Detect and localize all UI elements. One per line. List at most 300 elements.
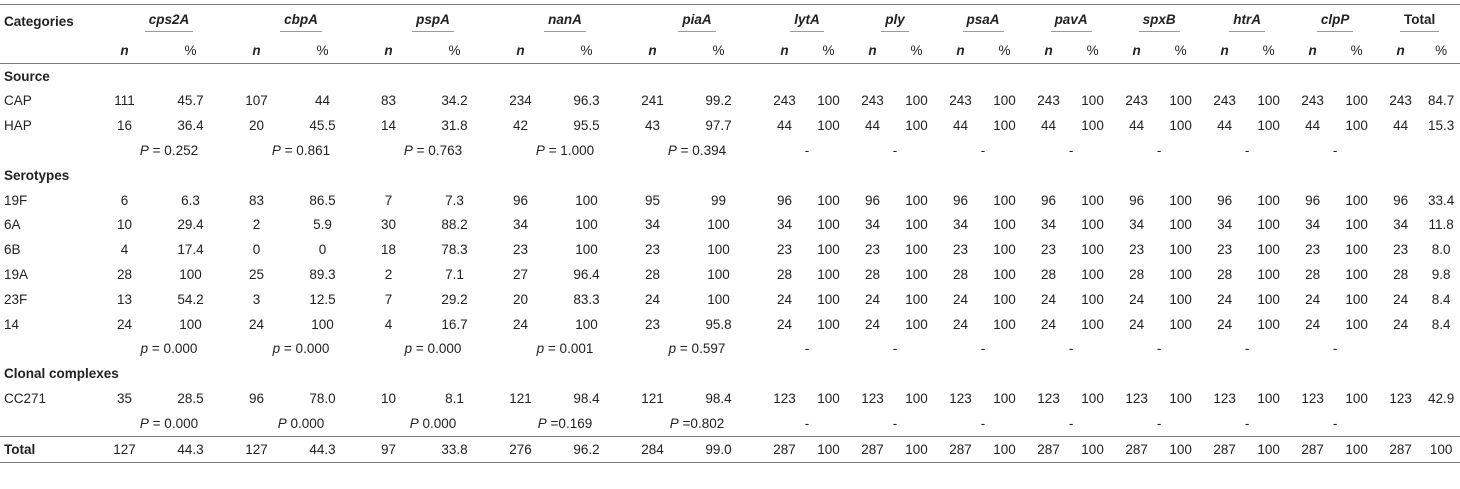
percent-column-header: % xyxy=(580,42,593,58)
percent-cell: 29.2 xyxy=(441,291,468,307)
n-cell: 10 xyxy=(116,217,133,233)
p-value-cell xyxy=(631,411,763,436)
percent-column-header: % xyxy=(1262,42,1275,58)
percent-cell: 100 xyxy=(817,118,840,134)
n-column-header: n xyxy=(1132,42,1141,58)
percent-cell: 34.2 xyxy=(441,93,468,109)
n-cell: 44 xyxy=(1217,118,1233,134)
n-cell: 123 xyxy=(1301,391,1324,407)
p-value-cell xyxy=(103,411,235,436)
percent-cell: 100 xyxy=(905,267,928,283)
n-cell: 96 xyxy=(777,192,793,208)
n-cell: 121 xyxy=(509,391,532,407)
n-cell: 24 xyxy=(953,291,969,307)
dash-cell: - xyxy=(804,341,810,357)
n-cell: 24 xyxy=(953,316,969,332)
n-cell: 23 xyxy=(1217,242,1233,258)
n-cell: 123 xyxy=(1389,391,1412,407)
dash-cell: - xyxy=(980,143,986,159)
percent-cell: 100 xyxy=(1081,217,1104,233)
n-cell: 284 xyxy=(641,441,664,457)
n-cell: 23 xyxy=(1129,242,1145,258)
percent-cell: 100 xyxy=(1345,118,1368,134)
section-title: Serotypes xyxy=(4,167,70,183)
p-symbol: P xyxy=(139,415,149,431)
p-value-cell xyxy=(235,138,367,163)
n-column-header: n xyxy=(1308,42,1317,58)
percent-cell: 44.3 xyxy=(309,441,336,457)
n-cell: 24 xyxy=(777,291,793,307)
n-cell: 28 xyxy=(1393,267,1409,283)
percent-cell: 100 xyxy=(817,316,840,332)
percent-cell: 100 xyxy=(817,93,840,109)
n-cell: 83 xyxy=(380,93,397,109)
percent-cell: 8.4 xyxy=(1431,316,1451,332)
percent-cell: 100 xyxy=(1081,267,1104,283)
n-cell: 243 xyxy=(861,93,884,109)
dash-cell: - xyxy=(804,143,810,159)
table-row xyxy=(0,287,1460,312)
n-cell: 44 xyxy=(1305,118,1321,134)
n-cell: 0 xyxy=(252,242,261,258)
empty-cell xyxy=(0,411,103,436)
n-cell: 34 xyxy=(1305,217,1321,233)
row-label: CAP xyxy=(4,93,32,109)
n-cell: 28 xyxy=(865,267,881,283)
n-cell: 96 xyxy=(248,391,265,407)
empty-cell xyxy=(1379,337,1460,362)
p-value-cell xyxy=(367,411,499,436)
p-value: = 0.252 xyxy=(148,143,199,159)
n-cell: 96 xyxy=(953,192,969,208)
n-cell: 7 xyxy=(384,192,393,208)
percent-cell: 83.3 xyxy=(573,291,600,307)
p-symbol: P xyxy=(277,415,287,431)
percent-cell: 33.4 xyxy=(1427,192,1455,208)
n-cell: 42 xyxy=(512,118,529,134)
percent-column-header: % xyxy=(822,42,835,58)
percent-cell: 100 xyxy=(575,242,598,258)
gene-header: pavA xyxy=(1027,5,1115,39)
n-cell: 95 xyxy=(644,192,661,208)
percent-cell: 44 xyxy=(314,93,331,109)
section-row xyxy=(0,361,1460,386)
percent-cell: 88.2 xyxy=(441,217,468,233)
p-value-cell xyxy=(367,337,499,362)
p-value-cell xyxy=(631,138,763,163)
dash-cell: - xyxy=(1068,143,1074,159)
n-cell: 243 xyxy=(949,93,972,109)
n-cell: 287 xyxy=(949,441,972,457)
percent-cell: 100 xyxy=(1345,391,1368,407)
n-cell: 243 xyxy=(1301,93,1324,109)
p-symbol: P xyxy=(271,143,281,159)
percent-cell: 100 xyxy=(1429,441,1453,457)
n-column-header: n xyxy=(648,42,657,58)
percent-cell: 100 xyxy=(179,267,202,283)
row-label: 23F xyxy=(4,291,28,307)
table-row xyxy=(0,386,1460,411)
row-label: 6B xyxy=(4,242,21,258)
n-cell: 23 xyxy=(1305,242,1321,258)
n-cell: 123 xyxy=(1037,391,1060,407)
n-cell: 96 xyxy=(1393,192,1409,208)
p-symbol: P xyxy=(139,143,149,159)
n-cell: 34 xyxy=(1217,217,1233,233)
percent-cell: 28.5 xyxy=(177,391,204,407)
table-row xyxy=(0,312,1460,337)
percent-cell: 100 xyxy=(1169,242,1192,258)
p-symbol: P xyxy=(409,415,419,431)
percent-cell: 100 xyxy=(817,242,840,258)
n-cell: 35 xyxy=(116,391,133,407)
n-cell: 34 xyxy=(1041,217,1057,233)
p-value-cell xyxy=(103,337,235,362)
total-row xyxy=(0,436,1460,462)
percent-cell: 36.4 xyxy=(177,118,204,134)
percent-cell: 100 xyxy=(1257,242,1280,258)
n-cell: 287 xyxy=(1301,441,1324,457)
table-row xyxy=(0,113,1460,138)
percent-cell: 100 xyxy=(1169,267,1192,283)
n-cell: 28 xyxy=(1041,267,1057,283)
dash-cell: - xyxy=(1156,143,1162,159)
percent-cell: 100 xyxy=(707,267,730,283)
categories-header: Categories xyxy=(4,14,74,29)
p-value: = 0.394 xyxy=(676,143,727,159)
n-cell: 28 xyxy=(953,267,969,283)
n-cell: 3 xyxy=(252,291,261,307)
n-column-header: n xyxy=(516,42,525,58)
percent-cell: 6.3 xyxy=(181,192,200,208)
p-symbol: P xyxy=(535,143,545,159)
percent-cell: 100 xyxy=(575,192,598,208)
percent-cell: 100 xyxy=(1169,441,1192,457)
n-cell: 44 xyxy=(1041,118,1057,134)
table-row xyxy=(0,89,1460,114)
n-cell: 24 xyxy=(512,316,529,332)
n-cell: 24 xyxy=(1129,316,1145,332)
n-cell: 24 xyxy=(865,316,881,332)
table-row xyxy=(0,213,1460,238)
percent-column-header: % xyxy=(1350,42,1363,58)
n-cell: 23 xyxy=(865,242,881,258)
empty-cell xyxy=(1379,138,1460,163)
percent-cell: 7.3 xyxy=(445,192,464,208)
percent-cell: 100 xyxy=(993,118,1016,134)
percent-cell: 100 xyxy=(1345,192,1368,208)
n-cell: 28 xyxy=(116,267,133,283)
dash-cell: - xyxy=(892,415,898,431)
n-cell: 96 xyxy=(1305,192,1321,208)
p-value-cell xyxy=(235,411,367,436)
percent-cell: 33.8 xyxy=(441,441,468,457)
dash-cell: - xyxy=(1332,341,1338,357)
percent-cell: 100 xyxy=(1345,217,1368,233)
percent-cell: 16.7 xyxy=(441,316,468,332)
percent-cell: 100 xyxy=(1257,441,1280,457)
n-column-header: n xyxy=(1220,42,1229,58)
n-cell: 241 xyxy=(641,93,664,109)
n-cell: 28 xyxy=(777,267,793,283)
percent-cell: 54.2 xyxy=(177,291,204,307)
n-cell: 18 xyxy=(380,242,397,258)
n-cell: 123 xyxy=(1213,391,1236,407)
n-cell: 287 xyxy=(1125,441,1148,457)
empty-header-cell xyxy=(0,38,103,63)
n-cell: 24 xyxy=(1393,291,1409,307)
percent-cell: 100 xyxy=(1345,291,1368,307)
percent-cell: 100 xyxy=(1257,93,1280,109)
percent-cell: 100 xyxy=(817,391,840,407)
percent-cell: 100 xyxy=(1345,316,1368,332)
gene-header: clpP xyxy=(1291,5,1379,39)
p-value: = 1.000 xyxy=(544,143,595,159)
percent-cell: 100 xyxy=(1081,93,1104,109)
p-value: 0.000 xyxy=(418,415,457,431)
percent-cell: 100 xyxy=(905,93,928,109)
percent-cell: 96.2 xyxy=(573,441,600,457)
gene-header: psaA xyxy=(939,5,1027,39)
percent-cell: 100 xyxy=(1257,267,1280,283)
n-cell: 123 xyxy=(861,391,884,407)
p-symbol: P xyxy=(537,415,547,431)
n-cell: 23 xyxy=(1393,242,1409,258)
percent-cell: 100 xyxy=(817,291,840,307)
dash-cell: - xyxy=(1244,415,1250,431)
n-cell: 20 xyxy=(512,291,529,307)
n-cell: 287 xyxy=(1389,441,1412,457)
n-cell: 23 xyxy=(512,242,529,258)
dash-cell: - xyxy=(1244,143,1250,159)
gene-header: lytA xyxy=(763,5,851,39)
percent-cell: 100 xyxy=(1081,242,1104,258)
dash-cell: - xyxy=(892,341,898,357)
percent-cell: 99.0 xyxy=(705,441,732,457)
n-cell: 127 xyxy=(113,441,136,457)
p-symbol: p xyxy=(536,341,545,357)
n-column-header: n xyxy=(120,42,129,58)
n-cell: 24 xyxy=(865,291,881,307)
n-cell: 16 xyxy=(116,118,133,134)
percent-column-header: % xyxy=(1086,42,1099,58)
percent-column-header: % xyxy=(1435,42,1448,58)
percent-cell: 96.4 xyxy=(573,267,600,283)
percent-cell: 100 xyxy=(575,316,598,332)
n-cell: 287 xyxy=(1213,441,1236,457)
percent-cell: 100 xyxy=(1257,118,1280,134)
table-row xyxy=(0,188,1460,213)
percent-cell: 78.3 xyxy=(441,242,468,258)
header-row-genes xyxy=(0,5,1460,39)
dash-cell: - xyxy=(1244,341,1250,357)
percent-cell: 100 xyxy=(1345,441,1368,457)
n-cell: 243 xyxy=(773,93,796,109)
percent-column-header: % xyxy=(1174,42,1187,58)
percent-cell: 7.1 xyxy=(445,267,464,283)
n-cell: 287 xyxy=(1037,441,1060,457)
n-cell: 34 xyxy=(644,217,661,233)
n-cell: 243 xyxy=(1213,93,1236,109)
n-cell: 276 xyxy=(509,441,532,457)
percent-cell: 100 xyxy=(993,267,1016,283)
n-cell: 24 xyxy=(1393,316,1409,332)
n-cell: 23 xyxy=(644,316,661,332)
p-symbol: P xyxy=(667,143,677,159)
n-cell: 25 xyxy=(248,267,265,283)
p-value-cell xyxy=(235,337,367,362)
percent-cell: 9.8 xyxy=(1431,267,1451,283)
percent-cell: 100 xyxy=(1081,192,1104,208)
n-cell: 2 xyxy=(252,217,261,233)
percent-cell: 100 xyxy=(905,118,928,134)
n-cell: 24 xyxy=(1041,291,1057,307)
gene-header: pspA xyxy=(367,5,499,39)
percent-cell: 100 xyxy=(817,267,840,283)
n-cell: 43 xyxy=(644,118,661,134)
percent-cell: 100 xyxy=(905,242,928,258)
n-cell: 2 xyxy=(384,267,393,283)
n-cell: 34 xyxy=(1393,217,1409,233)
percent-cell: 100 xyxy=(817,441,840,457)
p-value: = 0.000 xyxy=(280,341,330,357)
n-cell: 96 xyxy=(512,192,529,208)
percent-cell: 100 xyxy=(1169,192,1192,208)
percent-cell: 100 xyxy=(1169,291,1192,307)
p-symbol: p xyxy=(140,341,149,357)
p-value-row xyxy=(0,138,1460,163)
table-body xyxy=(0,63,1460,462)
p-value: = 0.000 xyxy=(148,341,198,357)
gene-distribution-table xyxy=(0,4,1460,463)
n-cell: 28 xyxy=(1305,267,1321,283)
percent-cell: 100 xyxy=(707,242,730,258)
percent-cell: 98.4 xyxy=(573,391,600,407)
n-cell: 243 xyxy=(1037,93,1060,109)
percent-column-header: % xyxy=(448,42,461,58)
percent-cell: 100 xyxy=(1257,316,1280,332)
percent-cell: 100 xyxy=(1345,242,1368,258)
percent-cell: 100 xyxy=(1169,118,1192,134)
n-cell: 44 xyxy=(865,118,881,134)
section-title: Source xyxy=(4,68,50,84)
percent-cell: 78.0 xyxy=(309,391,336,407)
percent-column-header: % xyxy=(184,42,197,58)
n-cell: 24 xyxy=(116,316,133,332)
percent-cell: 15.3 xyxy=(1427,118,1455,134)
p-value: = 0.763 xyxy=(412,143,463,159)
p-value-row xyxy=(0,337,1460,362)
n-cell: 107 xyxy=(245,93,268,109)
n-cell: 96 xyxy=(1041,192,1057,208)
percent-cell: 0 xyxy=(318,242,327,258)
section-row xyxy=(0,63,1460,88)
n-cell: 96 xyxy=(865,192,881,208)
n-cell: 34 xyxy=(777,217,793,233)
percent-cell: 100 xyxy=(993,391,1016,407)
percent-cell: 100 xyxy=(993,217,1016,233)
p-value-row xyxy=(0,411,1460,436)
percent-cell: 100 xyxy=(1169,391,1192,407)
n-cell: 96 xyxy=(1217,192,1233,208)
dash-cell: - xyxy=(1332,143,1338,159)
percent-cell: 8.4 xyxy=(1431,291,1451,307)
gene-header: htrA xyxy=(1203,5,1291,39)
empty-cell xyxy=(0,138,103,163)
total-header: Total xyxy=(1379,5,1460,39)
n-cell: 123 xyxy=(949,391,972,407)
table-row xyxy=(0,262,1460,287)
percent-cell: 100 xyxy=(905,217,928,233)
n-cell: 44 xyxy=(777,118,793,134)
total-label: Total xyxy=(4,441,36,457)
n-cell: 4 xyxy=(120,242,129,258)
percent-cell: 100 xyxy=(993,93,1016,109)
percent-cell: 29.4 xyxy=(177,217,204,233)
n-cell: 10 xyxy=(380,391,397,407)
n-cell: 111 xyxy=(114,93,135,109)
percent-cell: 100 xyxy=(993,316,1016,332)
percent-cell: 99 xyxy=(710,192,727,208)
gene-header: spxB xyxy=(1115,5,1203,39)
percent-cell: 96.3 xyxy=(573,93,600,109)
percent-cell: 100 xyxy=(311,316,334,332)
n-cell: 24 xyxy=(1041,316,1057,332)
n-column-header: n xyxy=(384,42,393,58)
p-value: = 0.861 xyxy=(280,143,331,159)
n-cell: 287 xyxy=(861,441,884,457)
percent-cell: 100 xyxy=(1081,118,1104,134)
header-row-n-pct xyxy=(0,38,1460,63)
n-cell: 83 xyxy=(248,192,265,208)
dash-cell: - xyxy=(804,415,810,431)
percent-cell: 97.7 xyxy=(705,118,732,134)
n-cell: 24 xyxy=(1129,291,1145,307)
n-cell: 24 xyxy=(248,316,265,332)
n-cell: 24 xyxy=(644,291,661,307)
percent-cell: 100 xyxy=(1081,316,1104,332)
n-cell: 28 xyxy=(644,267,661,283)
p-value: =0.169 xyxy=(546,415,593,431)
p-symbol: p xyxy=(404,341,413,357)
p-value: =0.802 xyxy=(678,415,725,431)
gene-header: cps2A xyxy=(103,5,235,39)
n-column-header: n xyxy=(868,42,877,58)
percent-cell: 95.8 xyxy=(705,316,732,332)
n-column-header: n xyxy=(780,42,789,58)
p-value-cell xyxy=(631,337,763,362)
percent-column-header: % xyxy=(712,42,725,58)
dash-cell: - xyxy=(1156,415,1162,431)
dash-cell: - xyxy=(980,341,986,357)
n-cell: 123 xyxy=(773,391,796,407)
n-cell: 234 xyxy=(509,93,532,109)
n-cell: 23 xyxy=(777,242,793,258)
percent-cell: 100 xyxy=(1257,291,1280,307)
n-cell: 4 xyxy=(384,316,393,332)
n-cell: 121 xyxy=(641,391,664,407)
percent-cell: 100 xyxy=(707,217,730,233)
percent-cell: 17.4 xyxy=(177,242,204,258)
n-cell: 34 xyxy=(1129,217,1145,233)
row-label: CC271 xyxy=(4,391,47,407)
n-cell: 97 xyxy=(380,441,397,457)
p-value-cell xyxy=(499,411,631,436)
n-cell: 44 xyxy=(1393,118,1409,134)
percent-cell: 100 xyxy=(905,192,928,208)
n-column-header: n xyxy=(252,42,261,58)
percent-cell: 89.3 xyxy=(309,267,336,283)
